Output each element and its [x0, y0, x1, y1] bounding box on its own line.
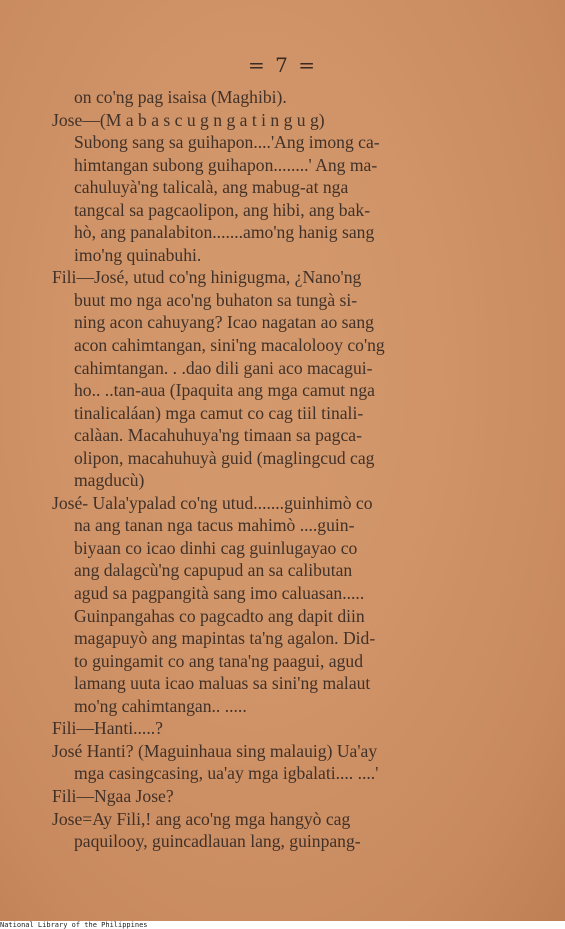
- text-line: hò, ang panalabiton.......amo'ng hanig sang: [74, 222, 375, 243]
- text-line: lamang uuta icao maluas sa sini'ng malaut: [74, 673, 371, 694]
- text-line: ning acon cahuyang? Icao nagatan ao sang: [74, 312, 374, 333]
- text-line: imo'ng quinabuhi.: [74, 244, 202, 265]
- text-line: agud sa pagpangità sang imo caluasan.....: [74, 583, 365, 604]
- text-line: José- Uala'ypalad co'ng utud.......guinhimò co: [52, 492, 373, 513]
- text-line: Jose=Ay Fili,! ang aco'ng mga hangyò cag: [52, 808, 351, 829]
- text-line: to guingamit co ang tana'ng paagui, agud: [74, 650, 363, 671]
- page-number: = 7 =: [248, 53, 317, 77]
- text-line: José Hanti? (Maguinhaua sing malauig) Ua'ay: [52, 740, 378, 761]
- text-line: na ang tanan nga tacus mahimò ....guin-: [74, 515, 355, 536]
- text-line: biyaan co icao dinhi cag guinlugayao co: [74, 537, 358, 558]
- text-line: tangcal sa pagcaolipon, ang hibi, ang bak-: [74, 199, 371, 220]
- text-line: ho.. ..tan-aua (Ipaquita ang mga camut nga: [74, 380, 375, 401]
- text-line: Subong sang sa guihapon....'Ang imong ca-: [74, 132, 380, 153]
- text-line: cahuluyà'ng talicalà, ang mabug-at nga: [74, 177, 349, 198]
- text-line: cahimtangan. . .dao dili gani aco macagui-: [74, 357, 373, 378]
- text-line: Jose—(M a b a s c u g n g a t i n g u g): [52, 109, 325, 130]
- text-line: mo'ng cahimtangan.. .....: [74, 695, 247, 716]
- footer-credit: National Library of the Philippines: [0, 921, 565, 929]
- page-text: [52, 86, 512, 853]
- text-line: Fili—José, utud co'ng hinigugma, ¿Nano'ng: [52, 267, 362, 288]
- text-line: paquilooy, guincadlauan lang, guinpang-: [74, 831, 361, 852]
- text-line: himtangan subong guihapon........' Ang ma-: [74, 154, 378, 175]
- text-line: ang dalagcù'ng capupud an sa calibutan: [74, 560, 353, 581]
- text-line: buut mo nga aco'ng buhaton sa tungà si-: [74, 289, 358, 310]
- text-line: magducù): [74, 470, 145, 491]
- text-line: tinalicaláan) mga camut co cag tiil tinali-: [74, 402, 364, 423]
- text-line: Fili—Ngaa Jose?: [52, 785, 174, 806]
- text-line: olipon, macahuhuyà guid (maglingcud cag: [74, 447, 375, 468]
- text-line: Fili—Hanti.....?: [52, 718, 163, 739]
- text-line: acon cahimtangan, sini'ng macalolooy co'ng: [74, 335, 385, 356]
- text-line: on co'ng pag isaisa (Maghibi).: [74, 87, 287, 107]
- text-line: Guinpangahas co pagcadto ang dapit diin: [74, 605, 365, 626]
- text-line: calàan. Macahuhuya'ng timaan sa pagca-: [74, 425, 362, 446]
- text-line: mga casingcasing, ua'ay mga igbalati.... ....': [74, 763, 379, 784]
- text-line: magapuyò ang mapintas ta'ng agalon. Did-: [74, 628, 376, 649]
